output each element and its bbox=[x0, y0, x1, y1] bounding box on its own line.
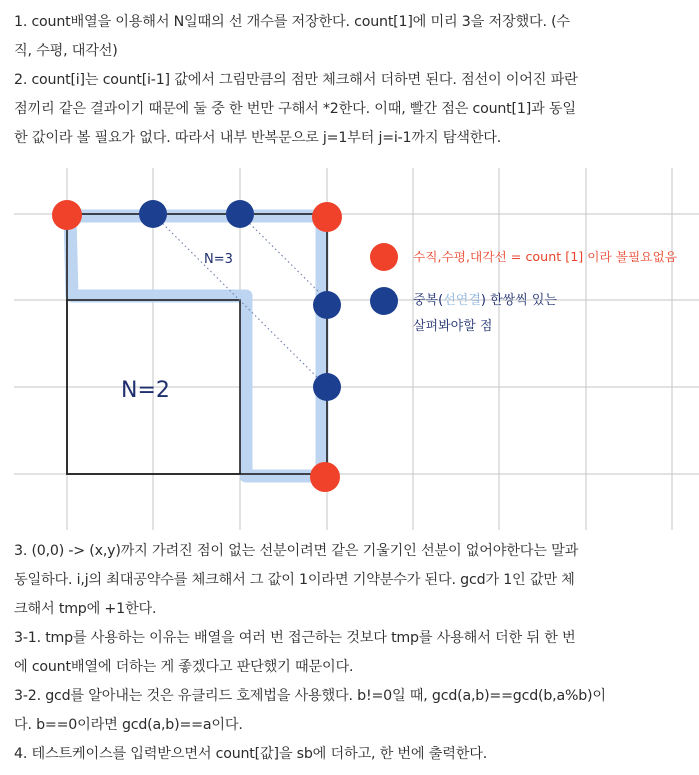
text-line: 2. count[i]는 count[i-1] 값에서 그림만큼의 점만 체크해서 더하면 된다. 점선이 이어진 파란 bbox=[14, 72, 578, 88]
paragraph-3-2 bbox=[14, 682, 694, 740]
square-n3 bbox=[67, 214, 327, 474]
text-line: 다. b==0이라면 gcd(a,b)==a이다. bbox=[14, 717, 243, 733]
text-line: 3-1. tmp를 사용하는 이유는 배열을 여러 번 접근하는 것보다 tmp를 사용해서 더한 뒤 한 번 bbox=[14, 630, 576, 646]
dotted-connector bbox=[240, 214, 327, 300]
label-n2: N=2 bbox=[121, 378, 170, 403]
text-line: 1. count배열을 이용해서 N일때의 선 개수를 저장한다. count[1]에 미리 3을 저장했다. (수 bbox=[14, 14, 570, 30]
red-point bbox=[52, 200, 82, 230]
blue-point bbox=[139, 200, 167, 228]
legend-blue-suffix: ) 한쌍씩 있는 bbox=[480, 293, 558, 308]
text-line: 3. (0,0) -> (x,y)까지 가려진 점이 없는 선분이려면 같은 기울기인 선분이 없어야한다는 말과 bbox=[14, 543, 579, 559]
text-line: 직, 수평, 대각선) bbox=[14, 43, 118, 59]
blue-point bbox=[313, 291, 341, 319]
paragraph-4 bbox=[14, 740, 694, 769]
text-line: 동일하다. i,j의 최대공약수를 체크해서 그 값이 1이라면 기약분수가 된다. gcd가 1인 값만 체 bbox=[14, 572, 575, 588]
paragraph-3 bbox=[14, 537, 694, 624]
legend-blue-paren: 선연결 bbox=[443, 293, 481, 308]
legend-blue-line1 bbox=[413, 292, 557, 308]
blue-point bbox=[226, 200, 254, 228]
legend-red-dot bbox=[370, 243, 398, 271]
paragraph-1 bbox=[14, 8, 694, 66]
text-line: 점끼리 같은 결과이기 때문에 둘 중 한 번만 구해서 *2한다. 이때, 빨간 점은 count[1]과 동일 bbox=[14, 101, 576, 117]
legend-blue-prefix: 중복( bbox=[413, 293, 444, 308]
text-line: 한 값이라 볼 필요가 없다. 따라서 내부 반복문으로 j=1부터 j=i-1까지 탐색한다. bbox=[14, 130, 502, 146]
grid-diagram bbox=[0, 168, 699, 530]
paragraph-2 bbox=[14, 66, 694, 153]
highlight-band bbox=[70, 216, 322, 476]
red-point bbox=[310, 462, 340, 492]
legend-blue-line2: 살펴봐야할 점 bbox=[413, 319, 493, 334]
text-line: 4. 테스트케이스를 입력받으면서 count[값]을 sb에 더하고, 한 번에 출력한다. bbox=[14, 746, 488, 762]
text-line: 크해서 tmp에 +1한다. bbox=[14, 601, 157, 617]
legend-red-text: 수직,수평,대각선 = count [1] 이라 볼필요없음 bbox=[413, 250, 663, 264]
text-line: 3-2. gcd를 알아내는 것은 유클리드 호제법을 사용했다. b!=0일 때, gcd(a,b)==gcd(b,a%b)이 bbox=[14, 688, 606, 704]
blue-point bbox=[313, 373, 341, 401]
text-line: 에 count배열에 더하는 게 좋겠다고 판단했기 때문이다. bbox=[14, 659, 354, 675]
legend-blue-dot bbox=[370, 287, 398, 315]
red-point bbox=[312, 202, 342, 232]
paragraph-3-1 bbox=[14, 624, 694, 682]
label-n3: N=3 bbox=[204, 252, 233, 267]
